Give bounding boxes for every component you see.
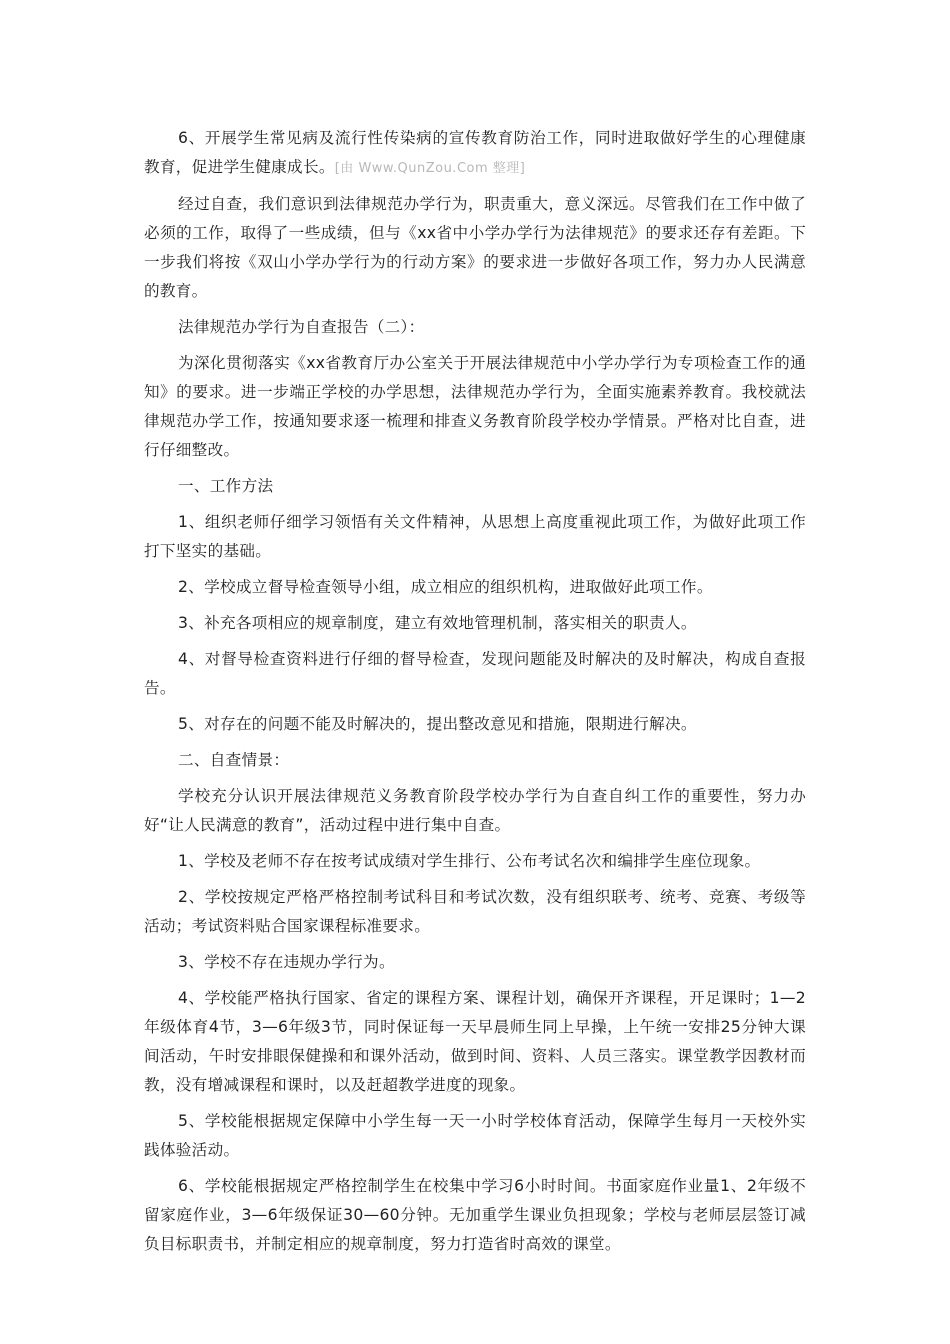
paragraph-intro: 为深化贯彻落实《xx省教育厅办公室关于开展法律规范中小学办学行为专项检查工作的通知》的要求。进一步端正学校的办学思想，法律规范办学行为，全面实施素养教育。我校就法律规范办学工作，按通知要求逐一梳理和排查义务教育阶段学校办学情景。严格对比自查，进行仔细整改。 bbox=[144, 354, 806, 459]
section-heading-self-check: 二、自查情景： bbox=[178, 751, 290, 769]
list-item-method-1: 1、组织老师仔细学习领悟有关文件精神，从思想上高度重视此项工作，为做好此项工作打下坚实的基础。 bbox=[144, 513, 806, 560]
source-watermark: [由 Www.QunZou.Com 整理] bbox=[334, 161, 526, 176]
list-item-finding-1: 1、学校及老师不存在按考试成绩对学生排行、公布考试名次和编排学生座位现象。 bbox=[178, 852, 761, 870]
list-item-finding-5: 5、学校能根据规定保障中小学生每一天一小时学校体育活动，保障学生每月一天校外实践体验活动。 bbox=[144, 1112, 806, 1159]
list-item-finding-4: 4、学校能严格执行国家、省定的课程方案、课程计划，确保开齐课程，开足课时；1—2年级体育4节，3—6年级3节，同时保证每一天早晨师生同上早操，上午统一安排25分钟大课间活动，午时安排眼保健操和和课外活动，做到时间、资料、人员三落实。课堂教学因教材而教，没有增减课程和课时，以及赶超教学进度的现象。 bbox=[144, 989, 806, 1094]
list-item-finding-2: 2、学校按规定严格严格控制考试科目和考试次数，没有组织联考、统考、竞赛、考级等活动；考试资料贴合国家课程标准要求。 bbox=[144, 888, 806, 935]
list-item-method-4: 4、对督导检查资料进行仔细的督导检查，发现问题能及时解决的及时解决，构成自查报告。 bbox=[144, 650, 806, 697]
paragraph-text: 6、开展学生常见病及流行性传染病的宣传教育防治工作，同时进取做好学生的心理健康教育，促进学生健康成长。 bbox=[144, 129, 806, 176]
list-item-method-2: 2、学校成立督导检查领导小组，成立相应的组织机构，进取做好此项工作。 bbox=[178, 578, 713, 596]
paragraph-self-check-summary: 经过自查，我们意识到法律规范办学行为，职责重大，意义深远。尽管我们在工作中做了必须的工作，取得了一些成绩，但与《xx省中小学办学行为法律规范》的要求还存有差距。下一步我们将按《双山小学办学行为的行动方案》的要求进一步做好各项工作，努力办人民满意的教育。 bbox=[144, 195, 806, 300]
paragraph-self-check-intro: 学校充分认识开展法律规范义务教育阶段学校办学行为自查自纠工作的重要性，努力办好“让人民满意的教育”，活动过程中进行集中自查。 bbox=[144, 787, 806, 834]
document-page bbox=[144, 124, 806, 1266]
section-heading-work-methods: 一、工作方法 bbox=[178, 477, 274, 495]
list-item-method-5: 5、对存在的问题不能及时解决的，提出整改意见和措施，限期进行解决。 bbox=[178, 715, 697, 733]
paragraph-health-education bbox=[144, 124, 806, 183]
report-subtitle: 法律规范办学行为自查报告（二）： bbox=[178, 318, 425, 336]
list-item-method-3: 3、补充各项相应的规章制度，建立有效地管理机制，落实相关的职责人。 bbox=[178, 614, 697, 632]
list-item-finding-6: 6、学校能根据规定严格控制学生在校集中学习6小时时间。书面家庭作业量1、2年级不留家庭作业，3—6年级保证30—60分钟。无加重学生课业负担现象；学校与老师层层签订减负目标职责书，并制定相应的规章制度，努力打造省时高效的课堂。 bbox=[144, 1177, 806, 1253]
list-item-finding-3: 3、学校不存在违规办学行为。 bbox=[178, 953, 395, 971]
